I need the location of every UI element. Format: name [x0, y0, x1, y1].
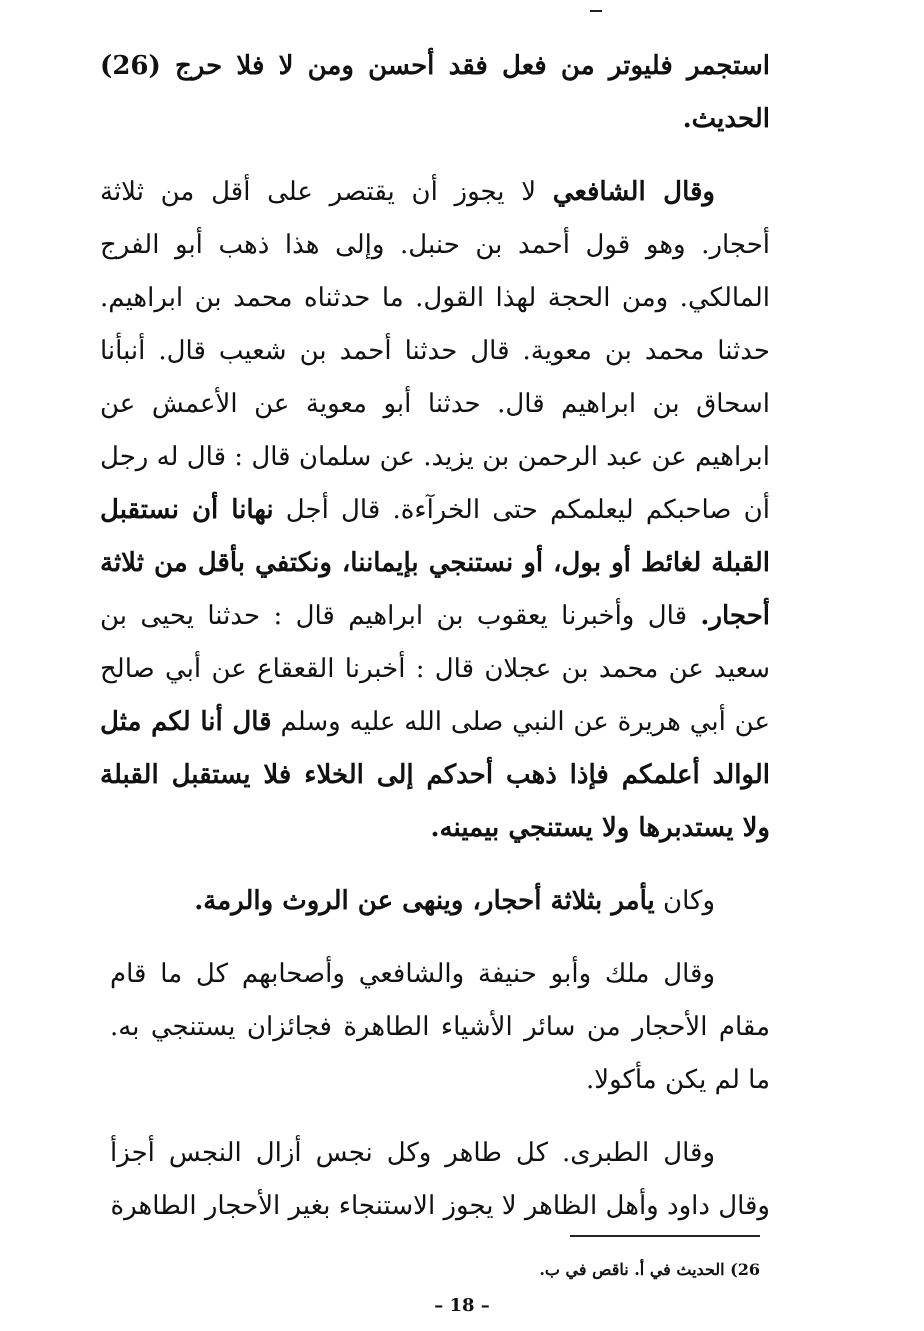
- bold-text-run: وقال الشافعي: [552, 177, 715, 207]
- bold-text-run: يأمر بثلاثة أحجار، وينهى عن الروث والرمة.: [194, 886, 655, 916]
- bold-text-run: قال أنا لكم مثل الوالد أعلمكم فإذا ذهب أحدكم إلى الخلاء فلا يستقبل القبلة ولا يستدبرها ولا يستنجي بيمينه.: [100, 707, 770, 843]
- paragraph-shafii: [100, 166, 770, 855]
- text-run: وقال ملك وأبو حنيفة والشافعي وأصحابهم كل ما قام مقام الأحجار من سائر الأشياء الطاهرة فجائزان يستنجي به. ما لم يكن مأكولا.: [110, 959, 770, 1095]
- top-dash-mark: [590, 10, 602, 12]
- text-run: وكان: [654, 886, 715, 916]
- body-text: [100, 40, 770, 1233]
- text-run: قال وأخبرنا يعقوب بن ابراهيم قال : حدثنا يحيى بن سعيد عن محمد بن عجلان قال : أخبرنا القعقاع عن أبي صالح عن أبي هريرة عن النبي صلى الله عليه وسلم: [100, 601, 770, 737]
- page-number: – 18 –: [434, 1295, 490, 1316]
- paragraph-continuation: [100, 40, 770, 146]
- footnote: 26) الحديث في أ. ناقص في ب.: [539, 1260, 760, 1279]
- paragraph-malik: [110, 948, 770, 1107]
- text-run: وقال الطبرى. كل طاهر وكل نجس أزال النجس أجزأ وقال داود وأهل الظاهر لا يجوز الاستنجاء بغير الأحجار الطاهرة: [110, 1138, 770, 1221]
- footnote-rule: [570, 1235, 760, 1237]
- text-run: لا يجوز أن يقتصر على أقل من ثلاثة أحجار. وهو قول أحمد بن حنبل. وإلى هذا ذهب أبو الفرج المالكي. ومن الحجة لهذا القول. ما حدثناه محمد بن ابراهيم. حدثنا محمد بن معوية. قال حدثنا أحمد بن شعيب قال. أنبأنا اسحاق بن ابراهيم قال. حدثنا أبو معوية عن الأعمش عن ابراهيم عن عبد الرحمن بن يزيد. عن سلمان قال : قال له رجل أن صاحبكم ليعلمكم حتى الخرآءة. قال أجل: [100, 177, 771, 525]
- paragraph-tabari: [110, 1127, 770, 1233]
- bold-text-run: نهانا أن نستقبل القبلة لغائط أو بول، أو نستنجي بإيماننا، ونكتفي بأقل من ثلاثة أحجار.: [100, 495, 770, 631]
- paragraph-command: [100, 875, 770, 928]
- bold-text-run: استجمر فليوتر من فعل فقد أحسن ومن لا فلا حرج (26) الحديث.: [100, 51, 770, 134]
